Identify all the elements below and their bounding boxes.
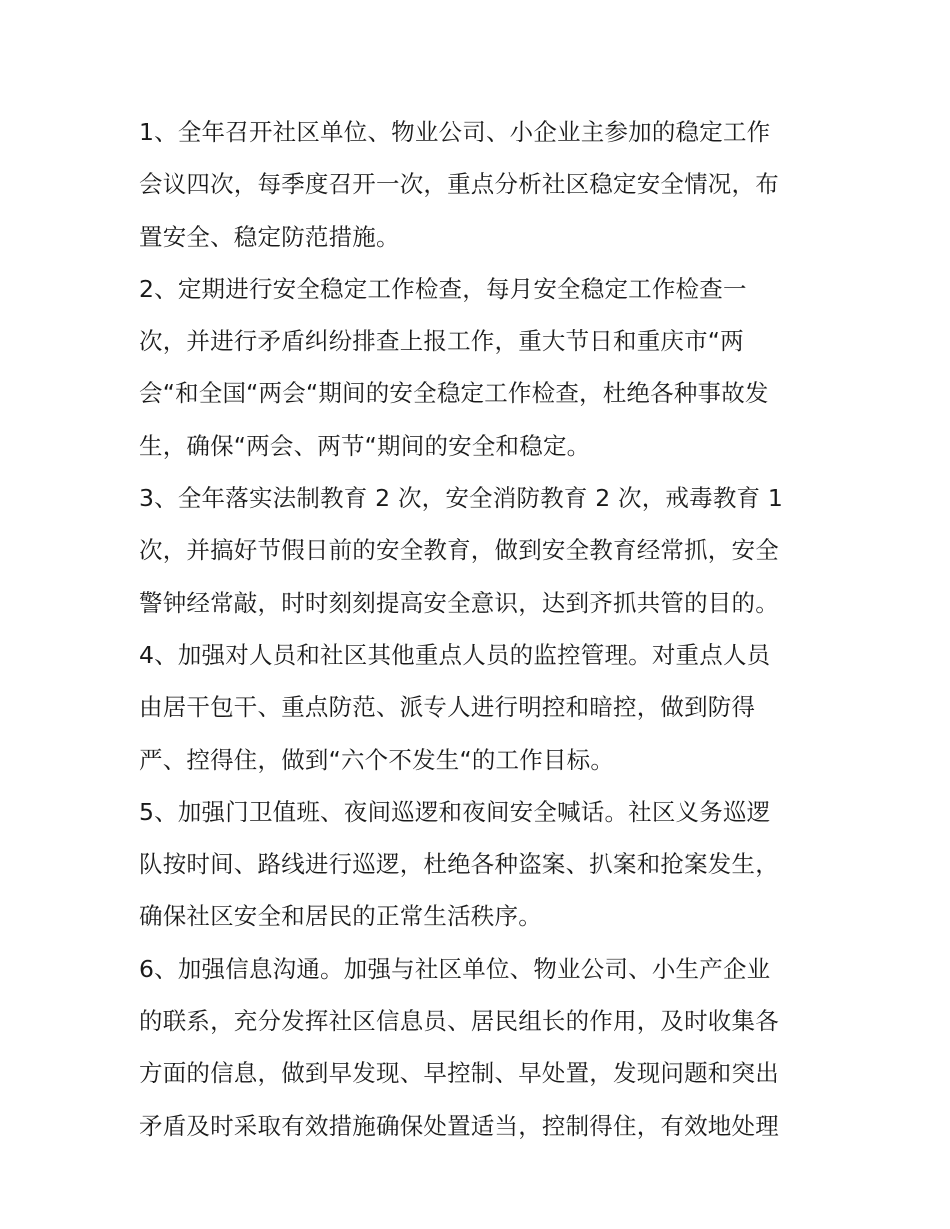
text-line: 2、定期进行安全稳定工作检查，每月安全稳定工作检查一 [139, 274, 747, 303]
text-line: 会“和全国“两会“期间的安全稳定工作检查，杜绝各种事故发 [139, 379, 769, 408]
text-line: 6、加强信息沟通。加强与社区单位、物业公司、小生产企业 [139, 954, 771, 983]
text-line: 矛盾及时采取有效措施确保处置适当，控制得住，有效地处理 [139, 1111, 779, 1140]
text-line: 置安全、稳定防范措施。 [139, 222, 400, 251]
text-line: 严、控得住，做到“六个不发生“的工作目标。 [139, 745, 615, 774]
text-line: 方面的信息，做到早发现、早控制、早处置，发现问题和突出 [139, 1059, 779, 1088]
text-line: 4、加强对人员和社区其他重点人员的监控管理。对重点人员 [139, 640, 771, 669]
document-body [139, 106, 819, 1152]
text-line: 警钟经常敲，时时刻刻提高安全意识，达到齐抓共管的目的。 [139, 588, 779, 617]
text-line: 确保社区安全和居民的正常生活秩序。 [139, 902, 542, 931]
text-line: 的联系，充分发挥社区信息员、居民组长的作用，及时收集各 [139, 1007, 779, 1036]
text-line: 3、全年落实法制教育 2 次，安全消防教育 2 次，戒毒教育 1 [139, 484, 784, 513]
text-line: 次，并搞好节假日前的安全教育，做到安全教育经常抓，安全 [139, 536, 779, 565]
text-line: 5、加强门卫值班、夜间巡逻和夜间安全喊话。社区义务巡逻 [139, 797, 771, 826]
text-line: 由居干包干、重点防范、派专人进行明控和暗控，做到防得 [139, 693, 756, 722]
text-line: 生，确保“两会、两节“期间的安全和稳定。 [139, 431, 591, 460]
text-line: 会议四次，每季度召开一次，重点分析社区稳定安全情况，布 [139, 170, 779, 199]
text-line: 次，并进行矛盾纠纷排查上报工作，重大节日和重庆市“两 [139, 327, 744, 356]
text-line: 1、全年召开社区单位、物业公司、小企业主参加的稳定工作 [139, 118, 771, 146]
text-line: 队按时间、路线进行巡逻，杜绝各种盗案、扒案和抢案发生， [139, 850, 779, 879]
